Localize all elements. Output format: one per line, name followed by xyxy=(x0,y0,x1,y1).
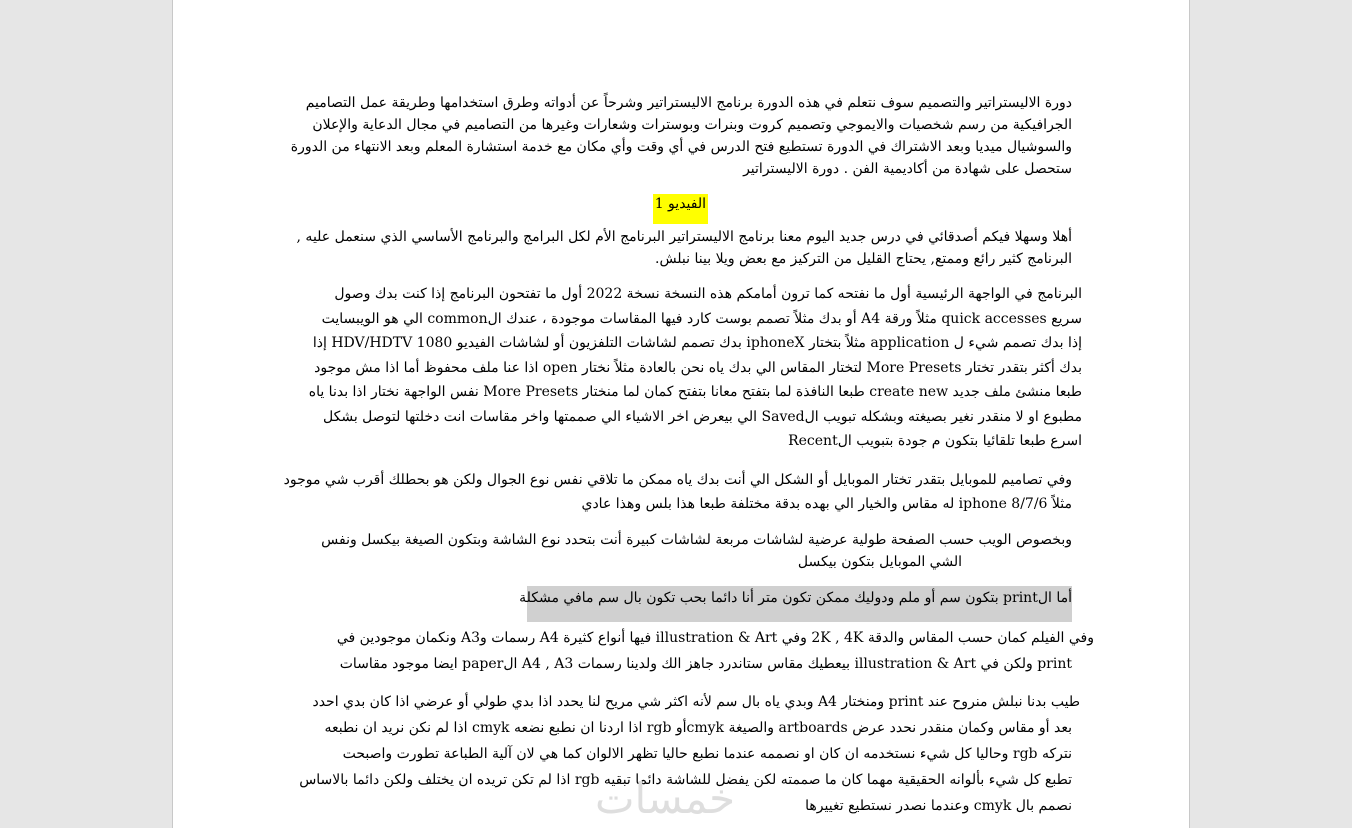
text-line: نصمم بال cmyk وعندما نصدر نستطيع تغييرها xyxy=(805,798,1072,814)
text-line: دورة الاليستراتير والتصميم سوف نتعلم في هذه الدورة برنامج الاليستراتير وشرحاً عن أدواته وطرق استخدامها وطريقة عمل التصاميم xyxy=(305,95,1072,111)
text-line: وفي تصاميم للموبايل بتقدر تختار الموبايل أو الشكل الي أنت بدك ياه ممكن ما تلاقي نفس نوع الجوال ولكن هو بحطلك أقرب شي موجود xyxy=(283,472,1072,488)
paragraph-welcome xyxy=(296,226,1072,270)
text-line: والسوشيال ميديا وبعد الاشتراك في الدورة تستطيع فتح الدرس في أي وقت وأي مكان مع خدمة استشارة المعلم وبعد الانتهاء من الدورة xyxy=(290,139,1072,155)
text-line: البرنامج كثير رائع وممتع, يحتاج القليل من التركيز مع بعض ويلا بينا نبلش. xyxy=(655,251,1072,267)
text-line: أما الprint بتكون سم أو ملم ودوليك ممكن تكون متر أنا دائما بحب تكون بال سم مافي مشكلة xyxy=(519,590,1072,606)
watermark-logo: خمسات xyxy=(595,774,736,823)
paragraph-intro xyxy=(290,92,1072,180)
text-line: مثلاً iphone 8/7/6 له مقاس والخيار الي بهده بدقة مختلفة طبعا هذا بلس وهذا عادي xyxy=(581,496,1072,512)
text-line: سريع quick accesses مثلاً ورقة A4 أو بدك مثلاً تصمم بوست كارد فيها المقاسات موجودة ، عندك الcommon الي هو الويبسايت xyxy=(321,310,1082,327)
text-line: وفي الفيلم كمان حسب المقاس والدقة 2K , 4K وفي illustration & Art فيها أنواع كثيرة A4 رسمات وA3 ونكمان موجودين في xyxy=(336,630,1094,646)
text-line: ستحصل على شهادة من أكاديمية الفن . دورة الاليستراتير xyxy=(743,161,1072,177)
text-line: اسرع طبعا تلقائيا بتكون م جودة بتبويب الRecent xyxy=(788,433,1082,449)
paragraph-film xyxy=(330,625,1094,677)
text-line: الشي الموبايل بتكون بيكسل xyxy=(797,554,962,570)
text-line: طيب بدنا نبلش منروح عند print ومنختار A4 وبدي ياه بال سم لأنه اكثر شي مريح لنا يحدد اذا بدي طولي أو عرضي اذا كان بدي احدد xyxy=(312,694,1080,710)
text-line: مطبوع او لا منقدر نغير بصيغته وبشكله تبويب الSaved الي بيعرض اخر الاشياء الي صممتها واخر مقاسات انت دخلتها لتوصل بشكل xyxy=(323,408,1082,425)
text-line: أهلا وسهلا فيكم أصدقائي في درس جديد اليوم معنا برنامج الاليستراتير البرنامج الأم لكل البرامج والبرنامج الأساسي الذي سنعمل عليه , xyxy=(296,229,1072,245)
text-line: print ولكن في illustration & Art بيعطيك مقاس ستاندرد جاهز الك ولدينا رسمات A4 , A3 الpaper ايضا موجود مقاسات xyxy=(339,656,1072,672)
text-line: بدك أكثر بتقدر تختار More Presets لتختار المقاس الي بدك ياه نحن بالعادة مثلاً نختار open اذا عنا ملف محفوظ أما اذا مش موجود xyxy=(314,359,1082,376)
text-line: نتركه rgb وحاليا كل شيء نستخدمه ان كان او نصممه عندما نطبع حاليا تظهر الالوان كما هي لان آلية الطباعة تطورت واصبحت xyxy=(342,746,1072,762)
paragraph-main-screen xyxy=(294,282,1082,454)
paragraph-web xyxy=(318,529,1072,573)
text-line: إذا بدك تصمم شيء ل application مثلاً بتختار iphoneX بدك تصمم لشاشات التلفزيون أو لشاشات الفيديو HDV/HDTV 1080 إذا xyxy=(312,335,1082,351)
text-line: وبخصوص الويب حسب الصفحة طولية عرضية لشاشات مربعة لشاشات كبيرة أنت بتحدد نوع الشاشة وبتكون الصيغة بيكسل ونفس xyxy=(321,532,1072,548)
text-line: تطبع كل شيء بألوانه الحقيقية مهما كان ما صممته لكن يفضل للشاشة دائما تبقيه rgb اذا لم تكن تريده ان يختلف ولكن دائما بالاساس xyxy=(299,772,1072,788)
paragraph-print-highlight xyxy=(519,586,1072,622)
video-heading-wrap xyxy=(656,193,708,224)
paragraph-mobile xyxy=(283,468,1072,516)
video-heading: الفيديو 1 xyxy=(653,194,708,224)
text-line: الجرافيكية من رسم شخصيات والايموجي وتصميم كروت وبنرات وبوسترات وشعارات وغيرها من التصاميم في مجال الدعاية والإعلان xyxy=(312,117,1072,133)
text-line: بعد أو مقاس وكمان منقدر نحدد عرض artboards والصيغة cmykأو rgb اذا اردنا ان نطبع نضعه cmyk اذا لم نكن نريد ان نطبعه xyxy=(324,720,1072,736)
text-line: طبعا منشئ ملف جديد create new طبعا النافذة لما بتفتح معانا بتفتح كمان لما منختار More Presets نفس الواجهة نختار اذا بدنا ياه xyxy=(308,384,1082,400)
text-line: البرنامج في الواجهة الرئيسية أول ما نفتحه كما ترون أمامكم هذه النسخة نسخة 2022 أول ما تفتحون البرنامج إذا كنت بدك وصول xyxy=(334,286,1082,302)
